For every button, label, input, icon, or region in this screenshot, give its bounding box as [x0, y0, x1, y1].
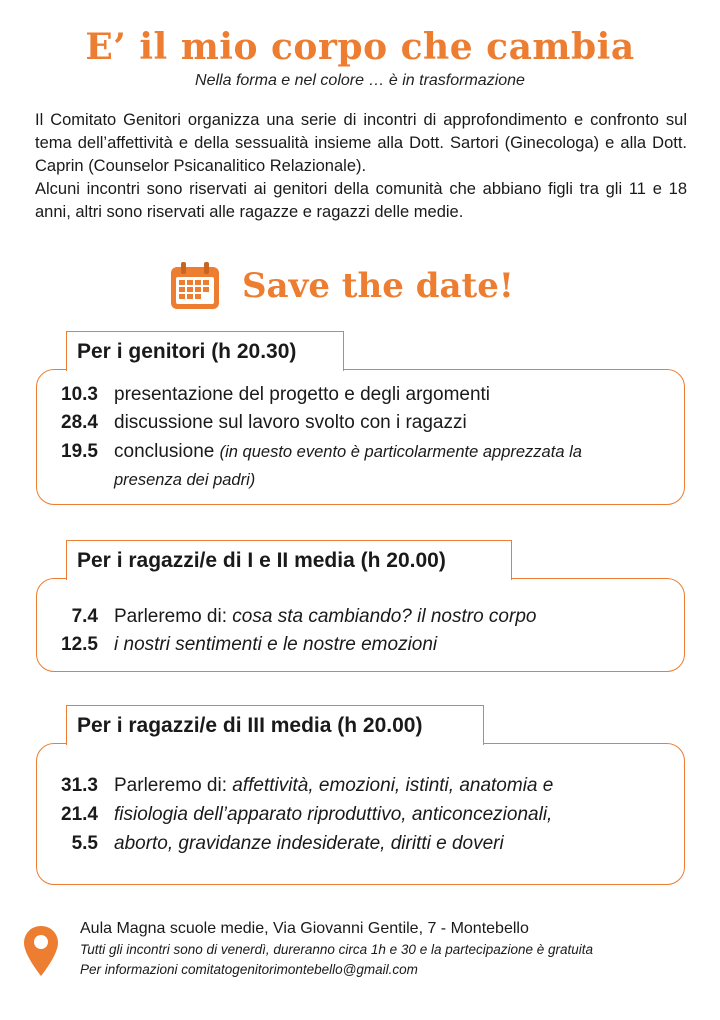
event-text: i nostri sentimenti e le nostre emozioni	[114, 634, 438, 655]
event-text: affettività, emozioni, istinti, anatomia e	[232, 775, 554, 796]
event-text: discussione sul lavoro svolto con i ragazzi	[114, 412, 467, 433]
section-media3-title: Per i ragazzi/e di III media (h 20.00)	[66, 705, 484, 745]
footer-info-contact: Per informazioni comitatogenitorimontebello@gmail.com	[80, 962, 418, 977]
event-row	[36, 773, 676, 799]
footer-address: Aula Magna scuole medie, Via Giovanni Gentile, 7 - Montebello	[80, 920, 529, 937]
event-date: 19.5	[61, 441, 98, 462]
event-prefix: Parleremo di:	[114, 775, 233, 796]
event-date: 5.5	[71, 833, 98, 854]
location-pin-icon	[22, 924, 60, 978]
event-text: conclusione	[114, 441, 215, 462]
event-date: 7.4	[71, 606, 98, 627]
footer-info-schedule: Tutti gli incontri sono di venerdì, dureranno circa 1h e 30 e la partecipazione è gratuita	[80, 942, 594, 957]
event-note-continued: presenza dei padri)	[114, 471, 256, 489]
event-row	[36, 439, 676, 465]
calendar-icon	[168, 259, 222, 313]
event-date: 31.3	[61, 775, 98, 796]
event-text: fisiologia dell’apparato riproduttivo, anticoncezionali,	[114, 804, 553, 825]
event-text: aborto, gravidanze indesiderate, diritti e doveri	[114, 833, 504, 854]
intro-paragraph-2: Alcuni incontri sono riservati ai genitori della comunità che abbiano figli tra gli 11 e 18 anni, altri sono riservati alle ragazze e ragazzi delle medie.	[35, 180, 687, 221]
event-text: cosa sta cambiando? il nostro corpo	[232, 606, 537, 627]
event-date: 12.5	[61, 634, 98, 655]
event-date: 10.3	[61, 384, 98, 405]
event-row	[36, 410, 666, 436]
save-the-date	[168, 256, 514, 316]
event-text: presentazione del progetto e degli argomenti	[114, 384, 491, 405]
intro-text	[35, 109, 687, 224]
section-genitori-title: Per i genitori (h 20.30)	[66, 331, 344, 371]
event-row	[36, 802, 676, 828]
intro-paragraph-1: Il Comitato Genitori organizza una serie di incontri di approfondimento e confronto sul tema dell’affettività e della sessualità insieme alla Dott. Sartori (Ginecologa) e alla Dott. Caprin (Counselor Psicanalitico Relazionale).	[35, 111, 687, 175]
event-row	[36, 632, 666, 658]
event-row	[36, 604, 666, 630]
event-note: (in questo evento è particolarmente apprezzata la	[219, 443, 582, 461]
page-subtitle: Nella forma e nel colore … è in trasformazione	[195, 72, 525, 89]
event-row	[36, 831, 676, 857]
event-prefix: Parleremo di:	[114, 606, 233, 627]
footer	[80, 918, 700, 980]
event-date: 21.4	[61, 804, 98, 825]
event-date: 28.4	[61, 412, 98, 433]
page-title: E’ il mio corpo che cambia	[85, 26, 635, 68]
save-the-date-text: Save the date!	[242, 266, 514, 306]
event-row	[36, 382, 666, 408]
section-media12-title: Per i ragazzi/e di I e II media (h 20.00)	[66, 540, 512, 580]
